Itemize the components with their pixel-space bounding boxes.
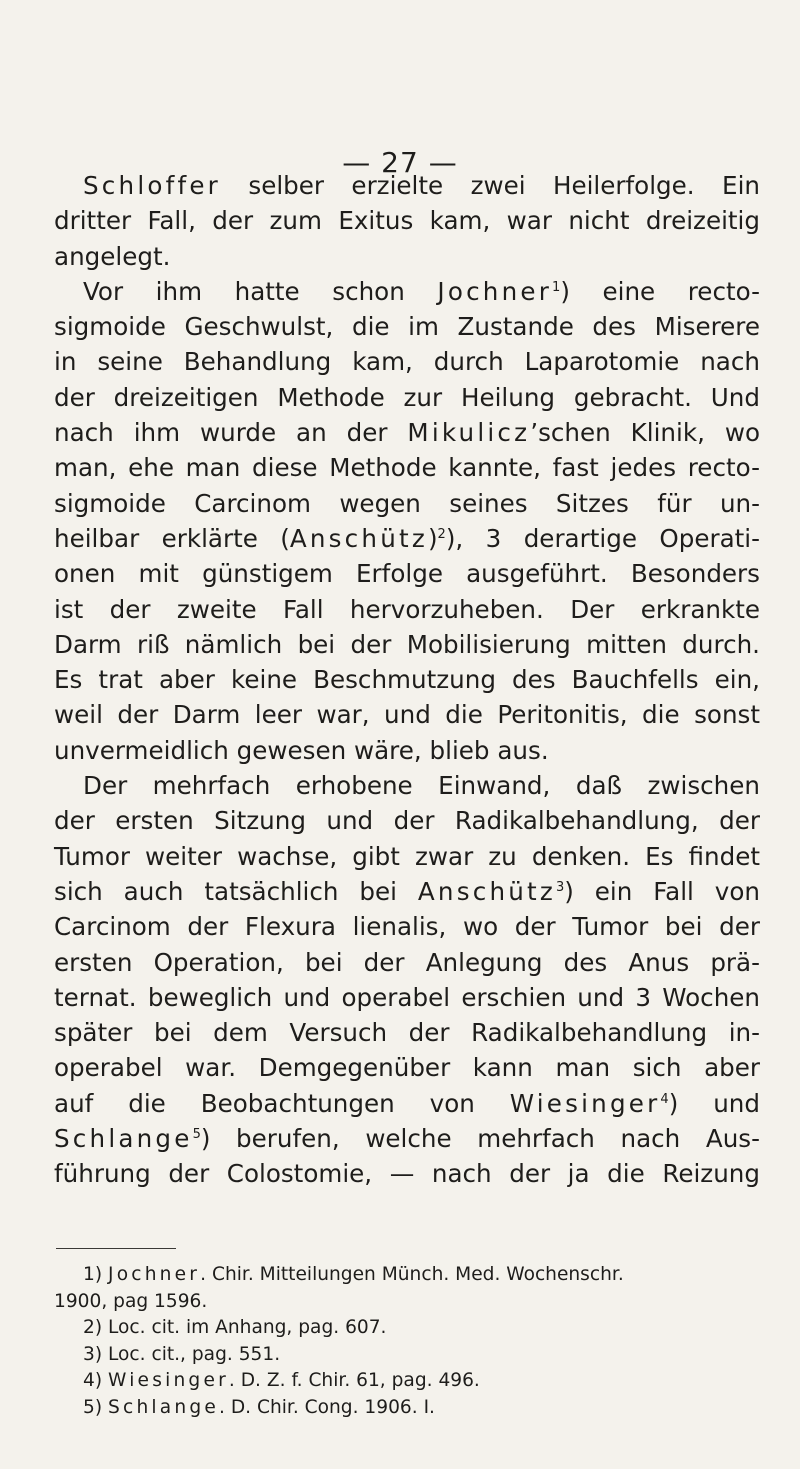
- text-line: sigmoide Carcinom wegen seines Sitzes für un-: [54, 488, 760, 518]
- text-run: ): [427, 523, 438, 553]
- text-line: Es trat aber keine Beschmutzung des Bauchfells ein,: [54, 665, 760, 695]
- text-line: [54, 521, 760, 556]
- text-line: sigmoide Geschwulst, die im Zustande des Miserere: [54, 312, 760, 342]
- author-name: Wiesinger: [108, 1370, 229, 1391]
- footnote-number: 3): [83, 1343, 103, 1365]
- text-line: in seine Behandlung kam, durch Laparotomie nach: [54, 347, 760, 377]
- footnote-text: . Chir. Mitteilungen Münch. Med. Wochenschr.: [200, 1264, 624, 1285]
- text-run: ) ein Fall von: [564, 876, 760, 906]
- text-line: [54, 168, 760, 203]
- text-line: der dreizeitigen Methode zur Heilung gebracht. Und: [54, 382, 760, 412]
- text-run: sich auch tatsächlich bei: [54, 876, 418, 906]
- footnote-ref: 5: [192, 1126, 201, 1142]
- author-name: Mikulicz: [407, 418, 531, 448]
- footnote-2: [54, 1315, 764, 1342]
- footnote-1: [54, 1262, 764, 1289]
- text-line: ternat. beweglich und operabel erschien und 3 Wochen: [54, 982, 760, 1012]
- page-number: — 27 —: [342, 146, 458, 179]
- text-line: ist der zweite Fall hervorzuheben. Der erkrankte: [54, 594, 760, 624]
- text-run: auf die Beobachtungen von: [54, 1088, 510, 1118]
- text-run: ) berufen, welche mehrfach nach Aus-: [200, 1124, 760, 1154]
- footnote-number: 2): [83, 1317, 103, 1338]
- text-line: später bei dem Versuch der Radikalbehandlung in-: [54, 1018, 760, 1048]
- text-line: operabel war. Demgegenüber kann man sich aber: [54, 1053, 760, 1083]
- footnote-number: 1): [83, 1264, 103, 1285]
- author-name: Anschütz: [289, 523, 428, 553]
- footnote-3: [54, 1342, 764, 1369]
- text-line: ersten Operation, bei der Anlegung des Anus prä-: [54, 947, 760, 977]
- footnote-5: [54, 1395, 764, 1422]
- text-run: ), 3 derartige Operati-: [445, 523, 760, 553]
- footnote-text: Loc. cit. im Anhang, pag. 607.: [108, 1317, 387, 1338]
- author-name: Schloffer: [83, 171, 221, 200]
- author-name: Jochner: [108, 1264, 201, 1285]
- text-line: angelegt.: [54, 241, 171, 271]
- author-name: Schlange: [108, 1396, 220, 1418]
- text-line: [54, 1121, 760, 1156]
- footnote-divider: [56, 1248, 176, 1249]
- text-line: [54, 274, 760, 309]
- text-line: weil der Darm leer war, und die Peritonitis, die sonst: [54, 700, 760, 730]
- footnote-number: 5): [83, 1396, 103, 1418]
- text-run: nach ihm wurde an der: [54, 418, 408, 448]
- text-run: heilbar erklärte (: [54, 523, 290, 553]
- text-line: Darm riß nämlich bei der Mobilisierung mitten durch.: [54, 629, 760, 659]
- text-line: onen mit günstigem Erfolge ausgeführt. Besonders: [54, 559, 760, 589]
- text-line: man, ehe man diese Methode kannte, fast jedes recto-: [54, 453, 760, 483]
- footnote-ref: 2: [437, 526, 446, 542]
- text-line: [54, 874, 760, 909]
- footnote-4: [54, 1368, 764, 1395]
- footnote-ref: 4: [660, 1091, 669, 1107]
- author-name: Anschütz: [417, 876, 556, 906]
- text-line: führung der Colostomie, — nach der ja die Reizung: [54, 1159, 760, 1189]
- text-line: Carcinom der Flexura lienalis, wo der Tumor bei der: [54, 912, 760, 942]
- text-run: ’schen Klinik, wo: [530, 418, 760, 448]
- text-run: ) und: [668, 1088, 760, 1118]
- text-run: Vor ihm hatte schon: [83, 276, 438, 306]
- text-line: [54, 1086, 760, 1121]
- author-name: Wiesinger: [509, 1088, 661, 1118]
- text-line: unvermeidlich gewesen wäre, blieb aus.: [54, 735, 549, 765]
- footnotes: [54, 1262, 764, 1421]
- text-line: [54, 415, 760, 450]
- footnote-ref: 1: [552, 279, 561, 295]
- body-text: [54, 168, 760, 1192]
- text-line: dritter Fall, der zum Exitus kam, war nicht dreizeitig: [54, 206, 760, 236]
- footnote-number: 4): [83, 1370, 103, 1391]
- footnote-1-continued: 1900, pag 1596.: [54, 1290, 208, 1312]
- author-name: Schlange: [54, 1124, 193, 1154]
- footnote-ref: 3: [555, 879, 565, 895]
- text-line: der ersten Sitzung und der Radikalbehandlung, der: [54, 806, 760, 836]
- text-line: Der mehrfach erhobene Einwand, daß zwischen: [83, 771, 760, 801]
- footnote-text: . D. Z. f. Chir. 61, pag. 496.: [228, 1370, 480, 1391]
- text-line: Tumor weiter wachse, gibt zwar zu denken. Es findet: [54, 841, 760, 871]
- text-run: ) eine recto-: [560, 276, 760, 306]
- text-run: selber erzielte zwei Heilerfolge. Ein: [220, 171, 760, 200]
- author-name: Jochner: [437, 276, 553, 306]
- footnote-text: . D. Chir. Cong. 1906. I.: [219, 1396, 435, 1418]
- footnote-text: Loc. cit., pag. 551.: [108, 1343, 281, 1365]
